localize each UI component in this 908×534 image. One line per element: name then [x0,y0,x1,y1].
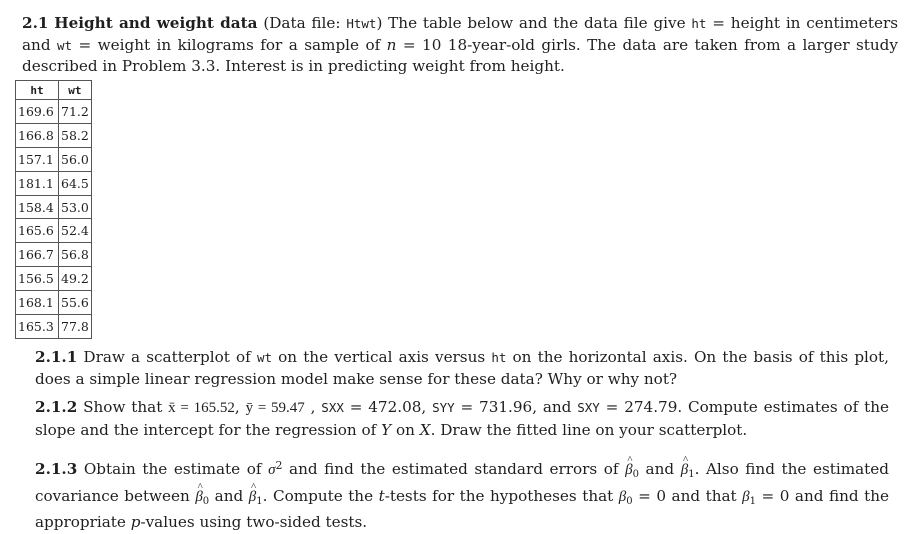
column-header-ht: ht [16,81,59,100]
q3-text-e: and [209,486,249,505]
var-wt: wt [256,350,272,365]
cell-wt: 52.4 [59,219,92,243]
q1-text-a: Draw a scatterplot of [77,348,257,366]
problem-number: 2.1 [22,14,49,32]
syy: SYY [432,400,455,415]
q3-text-j: -values using two-sided tests. [140,513,368,531]
table-row [16,123,92,147]
q3-text-d: . Also find the estimated covariance between [35,460,889,505]
q2-text-f: on [391,420,420,439]
file-prefix: (Data file: [263,14,347,32]
q2-text-a: Show that [77,398,169,416]
cell-wt: 71.2 [59,100,92,124]
q1-text-b: on the vertical axis versus [272,348,492,366]
beta-hat-0: ^ β [625,460,632,482]
cell-ht: 156.5 [16,267,59,291]
intro-text-b: = height in centimeters and [22,14,899,54]
intro-text-a: The table below and the data file give [382,14,692,32]
q2-text-d: = 731.96, and [454,398,578,416]
beta-0: β [618,488,627,505]
cell-ht: 181.1 [16,171,59,195]
problem-title: Height and weight data [54,14,258,32]
sub-one: 1 [688,469,695,480]
question-number: 2.1.1 [35,348,78,366]
q3-text-b: and find the estimated standard errors of [282,460,626,478]
q3-text-a: Obtain the estimate of [77,460,269,478]
sub-zero: 0 [202,495,210,507]
q2-sep: , [234,398,246,416]
cell-ht: 169.6 [16,100,59,124]
beta-hat-1: ^ β [249,487,256,509]
file-suffix: ) [376,14,383,32]
beta-hat-1: ^ β [681,460,688,482]
q3-text-c: and [638,460,681,478]
sigma: σ [268,462,276,478]
problem-intro [22,13,898,78]
table-header-row [16,81,92,100]
q2-text-g: . Draw the fitted line on your scatterplot. [430,420,748,439]
q3-text-g: -tests for the hypotheses that [384,486,619,505]
intro-text-d: = 10 18-year-old girls. The data are taken from a larger study described in Problem 3.3. Interest is in predicting weight from height. [22,35,898,75]
cell-wt: 56.0 [59,147,92,171]
cell-wt: 49.2 [59,267,92,291]
y-bar: ȳ = 59.47 [245,400,305,416]
question-number: 2.1.2 [35,398,78,416]
table-row [16,267,92,291]
sxx: SXX [321,400,344,415]
cell-wt: 58.2 [59,123,92,147]
table-row [16,171,92,195]
cell-ht: 168.1 [16,291,59,315]
cell-wt: 77.8 [59,315,92,339]
beta-hat-0: ^ β [195,487,202,509]
table-row [16,315,92,339]
column-header-wt: wt [59,81,92,100]
table-row [16,219,92,243]
cell-ht: 157.1 [16,147,59,171]
table-row [16,243,92,267]
var-wt: wt [56,37,73,53]
question-2-1-1 [35,347,889,390]
cell-ht: 165.6 [16,219,59,243]
cell-wt: 56.8 [59,243,92,267]
data-table [15,80,92,339]
var-X: X [419,420,431,439]
square: 2 [275,459,283,472]
var-Y: Y [381,420,392,439]
var-ht: ht [691,16,707,31]
table-row [16,291,92,315]
question-2-1-2 [35,397,889,441]
cell-wt: 55.6 [59,291,92,315]
q2-text-b: , [304,398,322,416]
cell-ht: 158.4 [16,195,59,219]
beta-1: β [742,488,750,505]
var-ht: ht [491,350,507,365]
cell-ht: 166.7 [16,243,59,267]
cell-wt: 53.0 [59,195,92,219]
table-row [16,100,92,124]
table-row [16,195,92,219]
cell-wt: 64.5 [59,171,92,195]
var-n: n [386,35,397,54]
question-2-1-3 [35,455,889,534]
q2-text-c: = 472.08, [343,398,433,416]
cell-ht: 166.8 [16,123,59,147]
question-number: 2.1.3 [35,460,78,478]
q1-text-c: on the horizontal axis. On the basis of this plot, does a simple linear regression model make sense for these data? Why or why not? [35,348,889,388]
q3-text-f: . Compute the [262,486,379,505]
var-t: t [378,486,385,505]
x-bar: x̄ = 165.52 [168,400,235,416]
intro-text-c: = weight in kilograms for a sample of [72,35,387,54]
sub-zero: 0 [632,469,639,480]
q2-text-e: = 274.79. Compute estimates of the slope and the intercept for the regression of [35,398,890,439]
sxy: SXY [577,400,600,415]
sub-one: 1 [749,495,756,507]
cell-ht: 165.3 [16,315,59,339]
q3-text-h: = 0 and that [632,486,743,505]
sub-one: 1 [256,495,263,507]
var-p: p [130,513,141,531]
file-name: Htwt [346,16,377,31]
table-row [16,147,92,171]
sub-zero: 0 [626,495,633,507]
q3-text-i: = 0 and find the appropriate [35,486,889,531]
